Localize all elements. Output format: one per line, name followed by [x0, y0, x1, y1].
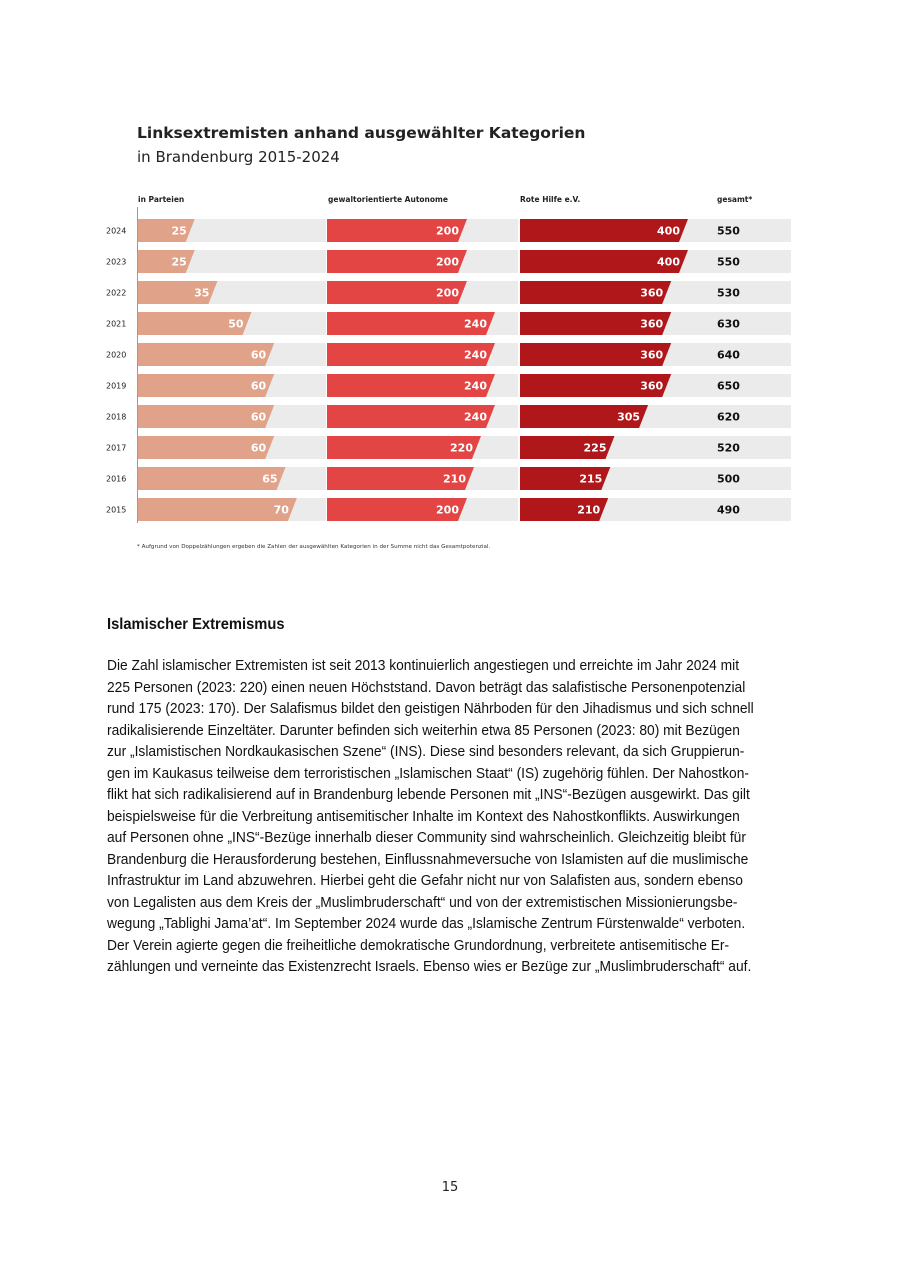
bar-value-label: 400: [657, 255, 680, 269]
bar-value-label: 200: [436, 224, 459, 238]
bar-value-label: 215: [579, 472, 603, 486]
year-label: 2019: [106, 381, 127, 391]
bar-chart: [0, 0, 900, 560]
body-line: flikt hat sich radikalisierend auf in Brandenburg lebende Personen mit „INS“-Bezügen ausgewirkt. Das gilt: [107, 786, 750, 803]
bar-value-label: 25: [171, 255, 187, 269]
year-label: 2016: [106, 474, 127, 484]
year-label: 2022: [106, 288, 127, 298]
bar-value-label: 220: [450, 441, 473, 455]
year-label: 2023: [106, 257, 127, 267]
bar-value-label: 360: [640, 379, 664, 393]
bar-value-label: 360: [640, 348, 664, 362]
bar-value-label: 360: [640, 286, 664, 300]
body-line: Infrastruktur im Land abzuwehren. Hierbei geht die Gefahr nicht nur von Salafisten aus, sondern ebenso: [107, 872, 743, 889]
column-header-autonome: gewaltorientierte Autonome: [328, 195, 448, 204]
bar-value-label: 225: [583, 441, 607, 455]
body-line: von Legalisten aus dem Kreis der „Muslimbruderschaft“ und von der extremistischen Missionierungsbe-: [107, 893, 738, 911]
bar-value-label: 200: [436, 503, 459, 517]
bar-value-label: 50: [228, 317, 244, 331]
bar-value-label: 240: [464, 410, 487, 424]
bar-value-label: 210: [577, 503, 601, 517]
bar-value-label: 65: [262, 472, 278, 486]
bar-value-label: 35: [194, 286, 210, 300]
body-line: radikalisierende Einzeltäter. Darunter befinden sich weiterhin etwa 85 Personen (2023: 80) mit Bezügen: [107, 721, 740, 739]
total-value-label: 620: [717, 410, 740, 424]
bar-value-label: 60: [250, 410, 267, 424]
bar-value-label: 60: [250, 441, 267, 455]
bar-value-label: 200: [436, 255, 459, 269]
chart-footnote: * Aufgrund von Doppelzählungen ergeben die Zahlen der ausgewählten Kategorien in der Summe nicht das Gesamtpotenzial.: [137, 544, 491, 550]
body-line: rund 175 (2023: 170). Der Salafismus bildet den geistigen Nährboden für den Jihadismus und sich schnell: [107, 700, 754, 717]
column-header-rote-hilfe: Rote Hilfe e.V.: [520, 195, 581, 204]
body-line: Der Verein agierte gegen die freiheitliche demokratische Grundordnung, verbreitete antisemitische Er-: [107, 936, 730, 954]
body-line: wegung „Tablighi Jama’at“. Im September 2024 wurde das „Islamische Zentrum Fürstenwalde“ verboten.: [107, 915, 746, 932]
total-value-label: 520: [717, 441, 740, 455]
total-value-label: 550: [717, 224, 740, 238]
section-heading: Islamischer Extremismus: [107, 616, 285, 633]
body-line: Die Zahl islamischer Extremisten ist seit 2013 kontinuierlich angestiegen und erreichte im Jahr 2024 mit: [107, 657, 740, 674]
bar-value-label: 305: [617, 410, 641, 424]
body-line: gen im Kaukasus teilweise dem terroristischen „Islamischen Staat“ (IS) zugehörig fühlen. Der Nahostkon-: [107, 764, 749, 782]
bar-value-label: 240: [464, 379, 487, 393]
total-value-label: 530: [717, 286, 740, 300]
bar-value-label: 360: [640, 317, 664, 331]
total-value-label: 500: [717, 472, 740, 486]
total-value-label: 490: [717, 503, 740, 517]
column-header-gesamt: gesamt*: [717, 195, 753, 204]
bar-value-label: 60: [250, 348, 267, 362]
chart-subtitle: in Brandenburg 2015-2024: [137, 148, 340, 166]
body-line: beispielsweise für die Verbreitung antisemitischer Inhalte im Kontext des Nahostkonflikts. Auswirkungen: [107, 807, 740, 825]
year-label: 2021: [106, 319, 127, 329]
bar-value-label: 60: [250, 379, 267, 393]
total-value-label: 650: [717, 379, 740, 393]
bar-value-label: 210: [443, 472, 466, 486]
bar-value-label: 25: [171, 224, 187, 238]
total-value-label: 630: [717, 317, 740, 331]
bar-value-label: 240: [464, 317, 487, 331]
body-line: Brandenburg die Herausforderung bestehen, Einflussnahmeversuche von Islamisten auf die muslimische: [107, 850, 749, 868]
year-label: 2017: [106, 443, 127, 453]
total-value-label: 640: [717, 348, 740, 362]
page-number: 15: [441, 1180, 459, 1195]
bar-value-label: 400: [657, 224, 680, 238]
chart-title: Linksextremisten anhand ausgewählter Kategorien: [137, 124, 586, 142]
body-line: zählungen und verneinte das Existenzrecht Israels. Ebenso wies er Bezüge zur „Muslimbruderschaft“ auf.: [107, 958, 752, 975]
bar-value-label: 70: [273, 503, 289, 517]
bar-value-label: 200: [436, 286, 459, 300]
bar-value-label: 240: [464, 348, 487, 362]
body-line: 225 Personen (2023: 220) einen neuen Höchststand. Davon beträgt das salafistische Personenpotenzial: [107, 678, 746, 696]
column-header-in-parteien: in Parteien: [138, 195, 185, 204]
year-label: 2018: [106, 412, 127, 422]
body-line: zur „Islamistischen Nordkaukasischen Szene“ (INS). Diese sind besonders relevant, da sich Gruppierun-: [107, 743, 745, 760]
year-label: 2015: [106, 505, 127, 515]
body-line: auf Personen ohne „INS“-Bezüge innerhalb dieser Community sind wahrscheinlich. Gleichzeitig bleibt für: [107, 829, 746, 846]
body-paragraph: [107, 655, 793, 978]
year-label: 2020: [106, 350, 127, 360]
total-value-label: 550: [717, 255, 740, 269]
year-label: 2024: [106, 226, 127, 236]
